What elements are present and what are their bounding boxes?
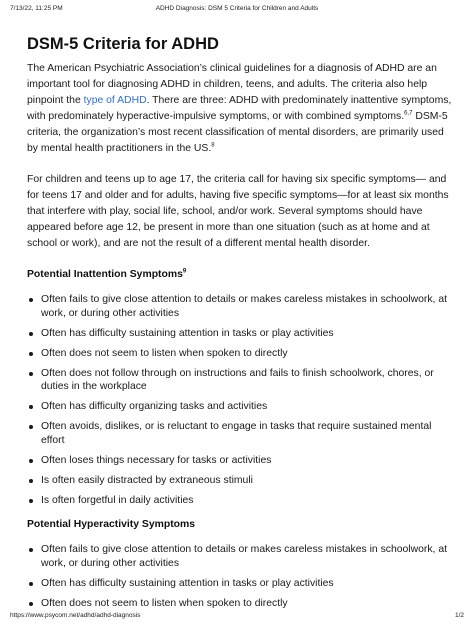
article-heading: DSM-5 Criteria for ADHD: [27, 35, 219, 53]
intro-text-before-link: The American Psychiatric Association’s clinical guidelines for a diagnosis of ADHD are an important tool for diagnosing ADHD in children, teens, and adults. The criteria also help pinpoint the: [27, 63, 437, 106]
symptom-text: Often avoids, dislikes, or is reluctant to engage in tasks that require sustained mental effort: [41, 421, 432, 446]
bullet-icon: [29, 298, 33, 302]
symptom-list-item: [27, 347, 452, 361]
symptom-text: Is often easily distracted by extraneous stimuli: [41, 474, 253, 486]
bullet-icon: [29, 405, 33, 409]
bullet-icon: [29, 602, 33, 606]
bullet-icon: [29, 499, 33, 503]
type-of-adhd-link[interactable]: type of ADHD: [83, 95, 147, 106]
symptom-text: Often fails to give close attention to details or makes careless mistakes in schoolwork, at work, or during other activities: [41, 294, 447, 319]
symptom-list-item: [27, 367, 452, 394]
symptom-text: Is often forgetful in daily activities: [41, 494, 194, 506]
symptom-text: Often has difficulty sustaining attention in tasks or play activities: [41, 577, 334, 589]
bullet-icon: [29, 479, 33, 483]
intro-paragraph: [27, 61, 452, 157]
bullet-icon: [29, 548, 33, 552]
symptom-list-item: [27, 420, 452, 447]
symptom-list-item: [27, 454, 452, 468]
hyperactivity-heading: Potential Hyperactivity Symptoms: [27, 519, 196, 530]
bullet-icon: [29, 372, 33, 376]
article-content: [27, 34, 452, 617]
bullet-icon: [29, 582, 33, 586]
symptom-text: Often does not seem to listen when spoken to directly: [41, 347, 288, 359]
citation-8: 8: [211, 142, 215, 149]
symptom-list-item: [27, 494, 452, 508]
citation-9: 9: [182, 268, 187, 275]
bullet-icon: [29, 425, 33, 429]
intro-text-after-citation: DSM-5 criteria, the organization’s most recent classification of mental disorders, are primarily used by mental health practitioners in the US.: [27, 111, 448, 154]
print-header: [10, 5, 464, 17]
symptom-text: Often does not follow through on instructions and fails to finish schoolwork, chores, or duties in the workplace: [41, 367, 434, 392]
symptom-text: Often has difficulty sustaining attention in tasks or play activities: [41, 327, 334, 339]
intro-text-after-link: . There are three: ADHD with predominately inattentive symptoms, with predominately hyperactive-impulsive symptoms, or with combined symptoms.: [27, 95, 452, 122]
symptom-list-item: [27, 543, 452, 570]
bullet-icon: [29, 352, 33, 356]
hyperactivity-symptom-list: [27, 543, 452, 610]
symptom-list-item: [27, 293, 452, 320]
symptom-text: Often has difficulty organizing tasks and activities: [41, 401, 268, 412]
print-page-title: ADHD Diagnosis: DSM 5 Criteria for Children and Adults: [155, 5, 319, 12]
symptom-list-item: [27, 474, 452, 488]
inattention-heading-text: Potential Inattention Symptoms: [27, 269, 183, 280]
symptom-text: Often fails to give close attention to details or makes careless mistakes in schoolwork, at work, or during other activities: [41, 544, 447, 569]
bullet-icon: [29, 332, 33, 336]
print-datetime: 7/13/22, 11:25 PM: [10, 5, 63, 12]
bullet-icon: [29, 459, 33, 463]
criteria-paragraph: For children and teens up to age 17, the criteria call for having six specific symptoms— and for teens 17 and older and for adults, having five specific symptoms—for at least six months that interfere with play, social life, school, and/or work. Several symptoms should have appeared before age 12, be present in more than one situation (such as at home and at school or work), and are not the result of a different mental health disorder.: [27, 174, 449, 249]
citation-6-7: 6,7: [404, 110, 413, 117]
symptom-text: Often does not seem to listen when spoken to directly: [41, 597, 288, 609]
inattention-symptom-list: [27, 293, 452, 507]
symptom-list-item: [27, 597, 452, 611]
symptom-list-item: [27, 400, 452, 414]
symptom-list-item: [27, 577, 452, 591]
print-footer: [10, 612, 464, 624]
inattention-heading: [27, 267, 452, 283]
print-url: https://www.psycom.net/adhd/adhd-diagnosis: [10, 612, 141, 619]
print-page-number: 1/2: [454, 612, 464, 619]
symptom-list-item: [27, 327, 452, 341]
symptom-text: Often loses things necessary for tasks or activities: [41, 454, 272, 466]
